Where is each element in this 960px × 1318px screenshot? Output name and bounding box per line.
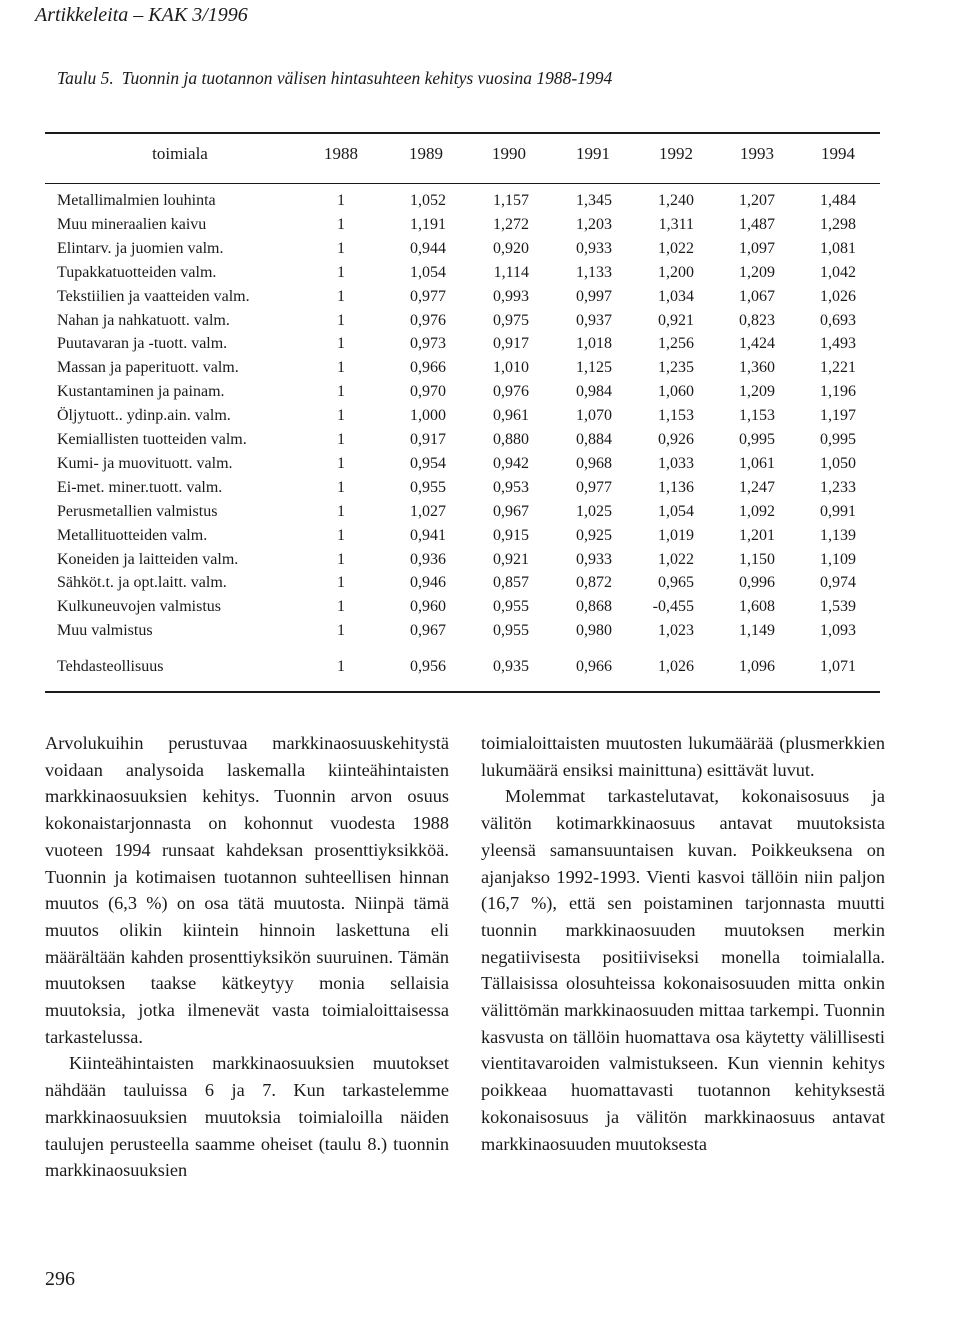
- value-cell: 0,953: [493, 478, 529, 496]
- value-cell: 1: [337, 192, 345, 209]
- value-cell: 1,539: [820, 598, 856, 616]
- row-label: Metallituotteiden valm.: [57, 526, 208, 544]
- value-cell: 1,150: [739, 550, 775, 568]
- body-column-left: [45, 730, 449, 1184]
- value-cell: 1,081: [820, 239, 856, 257]
- value-cell: 0,884: [576, 431, 612, 448]
- value-cell: 1,125: [576, 359, 612, 377]
- value-cell: 0,955: [493, 622, 529, 640]
- value-cell: 0,954: [410, 454, 446, 472]
- value-cell: 0,868: [576, 598, 612, 616]
- value-cell: 1: [337, 526, 345, 544]
- row-label: Sähköt.t. ja opt.laitt. valm.: [57, 574, 227, 592]
- value-cell: 1: [337, 383, 345, 401]
- value-cell: 1: [337, 598, 345, 616]
- value-cell: 0,993: [493, 287, 529, 305]
- value-cell: 1,042: [820, 263, 856, 281]
- value-cell: 1,221: [820, 359, 856, 377]
- value-cell: 1,034: [658, 287, 694, 305]
- value-cell: 1,136: [658, 478, 694, 496]
- value-cell: 1,000: [410, 407, 446, 425]
- value-cell: 1,019: [658, 526, 694, 544]
- value-cell: 1,139: [820, 526, 856, 544]
- row-label: Tekstiilien ja vaatteiden valm.: [57, 287, 250, 305]
- value-cell: 0,925: [576, 526, 612, 544]
- value-cell: 0,872: [576, 574, 612, 592]
- body-paragraph: Molemmat tarkastelutavat, kokonaisosuus ja välitön kotimarkkinaosuus antavat muutoksista yleensä samansuuntaisen kuvan. Poikkeuksena on ajanjakso 1992-1993. Vienti kasvoi tällöin niin paljon (16,7 %), että sen poistaminen tarjonnasta muutti tuonnin markkinaosuuden muutoksen merkin negatiivisesta positiiviseksi monella toimialalla. Tällaisissa olosuhteissa kokonaisosuuden mitta onkin välittömän markkinaosuuden mittaa tarkempi. Tuonnin kasvusta on tällöin huomattava osa käytetty välillisesti vientitavaroiden valmistukseen. Kun viennin kehitys poikkeaa huomattavasti tuotannon kehityksestä kokonaisosuus ja välitön markkinaosuus antavat markkinaosuuden muutoksesta: [481, 786, 885, 1154]
- value-cell: 0,937: [576, 311, 612, 329]
- row-label: Nahan ja nahkatuott. valm.: [57, 311, 230, 329]
- value-cell: 1: [337, 658, 345, 675]
- value-cell: 1,054: [658, 502, 694, 520]
- value-cell: 0,935: [493, 658, 529, 675]
- row-label: Massan ja paperituott. valm.: [57, 359, 239, 377]
- value-cell: 0,984: [576, 383, 612, 401]
- value-cell: 0,920: [493, 239, 529, 257]
- table-bottom-rule: [45, 691, 880, 693]
- row-label: Kumi- ja muovituott. valm.: [57, 454, 233, 472]
- value-cell: 1,203: [576, 215, 612, 233]
- value-cell: 0,946: [410, 574, 446, 592]
- value-cell: 1: [337, 454, 345, 472]
- column-header-year: 1989: [409, 144, 443, 163]
- value-cell: 1,060: [658, 383, 694, 401]
- value-cell: 1,093: [820, 622, 856, 640]
- value-cell: 1: [337, 407, 345, 425]
- value-cell: 0,823: [739, 311, 775, 329]
- value-cell: 1,360: [739, 359, 775, 377]
- value-cell: 1: [337, 574, 345, 592]
- value-cell: 1,096: [739, 658, 775, 675]
- value-cell: 1,493: [820, 335, 856, 353]
- value-cell: 1,207: [739, 192, 775, 209]
- value-cell: 0,967: [493, 502, 529, 520]
- table-caption-lead: Taulu 5.: [57, 68, 114, 88]
- value-cell: 1,092: [739, 502, 775, 520]
- value-cell: 1: [337, 311, 345, 329]
- row-label: Metallimalmien louhinta: [57, 192, 216, 209]
- row-label: Kustantaminen ja painam.: [57, 383, 225, 401]
- value-cell: 1: [337, 359, 345, 377]
- value-cell: 0,926: [658, 431, 694, 448]
- value-cell: 0,960: [410, 598, 446, 616]
- value-cell: 1,022: [658, 550, 694, 568]
- value-cell: 1: [337, 622, 345, 640]
- value-cell: 1: [337, 550, 345, 568]
- column-header-year: 1992: [659, 144, 693, 163]
- value-cell: 1,200: [658, 263, 694, 281]
- value-cell: 0,974: [820, 574, 856, 592]
- value-cell: 1,197: [820, 407, 856, 425]
- value-cell: 1,240: [658, 192, 694, 209]
- value-cell: 0,955: [493, 598, 529, 616]
- value-cell: 1,487: [739, 215, 775, 233]
- value-cell: 0,921: [493, 550, 529, 568]
- row-label: Perusmetallien valmistus: [57, 502, 218, 520]
- value-cell: 0,915: [493, 526, 529, 544]
- value-cell: 0,967: [410, 622, 446, 640]
- value-cell: 1,114: [493, 263, 529, 281]
- value-cell: 0,970: [410, 383, 446, 401]
- value-cell: 0,966: [410, 359, 446, 377]
- value-cell: 1,050: [820, 454, 856, 472]
- column-header-year: 1994: [821, 144, 855, 163]
- value-cell: 1: [337, 287, 345, 305]
- value-cell: 0,955: [410, 478, 446, 496]
- row-label: Ei-met. miner.tuott. valm.: [57, 478, 223, 496]
- value-cell: 1,608: [739, 598, 775, 616]
- value-cell: 0,933: [576, 239, 612, 257]
- value-cell: 1,018: [576, 335, 612, 353]
- value-cell: 0,944: [410, 239, 446, 257]
- value-cell: 1,209: [739, 263, 775, 281]
- value-cell: 1,023: [658, 622, 694, 640]
- table-caption-text: Tuonnin ja tuotannon välisen hintasuhteen kehitys vuosina 1988-1994: [121, 68, 613, 88]
- value-cell: 1: [337, 431, 345, 448]
- value-cell: 1,010: [493, 359, 529, 377]
- value-cell: 1: [337, 263, 345, 281]
- value-cell: 0,976: [410, 311, 446, 329]
- value-cell: 1,149: [739, 622, 775, 640]
- column-header-year: 1993: [740, 144, 774, 163]
- value-cell: 1: [337, 239, 345, 257]
- row-label: Elintarv. ja juomien valm.: [57, 239, 224, 257]
- body-paragraph: Arvolukuihin perustuvaa markkinaosuuskehitystä voidaan analysoida laskemalla kiinteähintaisten markkinaosuuksien kehitys. Tuonnin arvon osuus kokonaistarjonnasta on kohonnut vuodesta 1988 vuoteen 1994 runsaat kahdeksan prosenttiyksikköä. Tuonnin ja kotimaisen tuotannon suhteellisen hinnan muutos (6,3 %) on osa tätä muutosta. Niinpä tämä muutos olikin kiintein hinnoin laskettuna eli määrältään kahden prosenttiyksikön suuruinen. Tämän muutoksen taakse kätkeytyy monia sellaisia muutoksia, jotka ilmenevät vasta toimialoittaisessa tarkastelussa.: [45, 733, 449, 1047]
- value-cell: 1,067: [739, 287, 775, 305]
- value-cell: 1,026: [820, 287, 856, 305]
- value-cell: 1,026: [658, 658, 694, 675]
- row-label: Tupakkatuotteiden valm.: [57, 263, 217, 281]
- value-cell: 1,033: [658, 454, 694, 472]
- value-cell: 0,956: [410, 658, 446, 675]
- value-cell: 1,133: [576, 263, 612, 281]
- row-label: Muu mineraalien kaivu: [57, 215, 207, 233]
- page-number: 296: [45, 1268, 75, 1290]
- value-cell: 1,070: [576, 407, 612, 425]
- value-cell: -0,455: [652, 598, 694, 616]
- value-cell: 0,995: [739, 431, 775, 448]
- row-label: Tehdasteollisuus: [57, 658, 164, 675]
- value-cell: 1,071: [820, 658, 856, 675]
- body-paragraph: toimialoittaisten muutosten lukumäärää (plusmerkkien lukumäärä ensiksi mainittuna) esittävät luvut.: [481, 733, 885, 780]
- value-cell: 0,917: [410, 431, 446, 448]
- value-cell: 1,298: [820, 215, 856, 233]
- running-header: Artikkeleita – KAK 3/1996: [35, 4, 248, 26]
- row-label: Kemiallisten tuotteiden valm.: [57, 431, 247, 448]
- value-cell: 1,272: [493, 215, 529, 233]
- value-cell: 1,153: [658, 407, 694, 425]
- value-cell: 0,991: [820, 502, 856, 520]
- column-header-year: 1991: [576, 144, 610, 163]
- value-cell: 1,235: [658, 359, 694, 377]
- value-cell: 0,975: [493, 311, 529, 329]
- value-cell: 0,973: [410, 335, 446, 353]
- value-cell: 1,022: [658, 239, 694, 257]
- value-cell: 1,025: [576, 502, 612, 520]
- value-cell: 1,424: [739, 335, 775, 353]
- value-cell: 0,693: [820, 311, 856, 329]
- value-cell: 0,917: [493, 335, 529, 353]
- value-cell: 0,997: [576, 287, 612, 305]
- column-header-toimiala: toimiala: [152, 144, 208, 163]
- value-cell: 1,061: [739, 454, 775, 472]
- value-cell: 1: [337, 215, 345, 233]
- value-cell: 1,157: [493, 192, 529, 209]
- value-cell: 1,027: [410, 502, 446, 520]
- value-cell: 0,936: [410, 550, 446, 568]
- value-cell: 0,966: [576, 658, 612, 675]
- value-cell: 0,980: [576, 622, 612, 640]
- table-top-rule: [45, 132, 880, 134]
- value-cell: 1: [337, 502, 345, 520]
- value-cell: 1,052: [410, 192, 446, 209]
- value-cell: 1,201: [739, 526, 775, 544]
- value-cell: 1: [337, 478, 345, 496]
- value-cell: 0,941: [410, 526, 446, 544]
- value-cell: 0,996: [739, 574, 775, 592]
- value-cell: 0,968: [576, 454, 612, 472]
- value-cell: 1,345: [576, 192, 612, 209]
- value-cell: 1,256: [658, 335, 694, 353]
- value-cell: 1,054: [410, 263, 446, 281]
- value-cell: 0,880: [493, 431, 529, 448]
- value-cell: 1,311: [658, 215, 694, 233]
- value-cell: 1,484: [820, 192, 856, 209]
- value-cell: 1,191: [410, 215, 446, 233]
- table-caption: [57, 68, 612, 89]
- row-label: Puutavaran ja -tuott. valm.: [57, 335, 228, 353]
- column-header-year: 1990: [492, 144, 526, 163]
- value-cell: 1,196: [820, 383, 856, 401]
- row-label: Koneiden ja laitteiden valm.: [57, 550, 239, 568]
- value-cell: 0,942: [493, 454, 529, 472]
- value-cell: 0,933: [576, 550, 612, 568]
- value-cell: 1,247: [739, 478, 775, 496]
- value-cell: 1,209: [739, 383, 775, 401]
- row-label: Muu valmistus: [57, 622, 153, 640]
- value-cell: 0,976: [493, 383, 529, 401]
- value-cell: 0,857: [493, 574, 529, 592]
- value-cell: 0,961: [493, 407, 529, 425]
- value-cell: 1,097: [739, 239, 775, 257]
- value-cell: 1,153: [739, 407, 775, 425]
- value-cell: 0,977: [410, 287, 446, 305]
- value-cell: 1,233: [820, 478, 856, 496]
- value-cell: 0,995: [820, 431, 856, 448]
- value-cell: 0,921: [658, 311, 694, 329]
- value-cell: 0,977: [576, 478, 612, 496]
- row-label: Kulkuneuvojen valmistus: [57, 598, 221, 616]
- body-paragraph: Kiinteähintaisten markkinaosuuksien muutokset nähdään tauluissa 6 ja 7. Kun tarkastelemme markkinaosuuksien muutoksia toimialoilla näiden taulujen perusteella saamme oheiset (taulu 8.) tuonnin markkinaosuuksien: [45, 1053, 449, 1181]
- value-cell: 0,965: [658, 574, 694, 592]
- value-cell: 1: [337, 335, 345, 353]
- column-header-year: 1988: [324, 144, 358, 163]
- value-cell: 1,109: [820, 550, 856, 568]
- row-label: Öljytuott.. ydinp.ain. valm.: [57, 407, 231, 425]
- table-header-rule: [45, 183, 880, 184]
- body-column-right: [481, 730, 885, 1157]
